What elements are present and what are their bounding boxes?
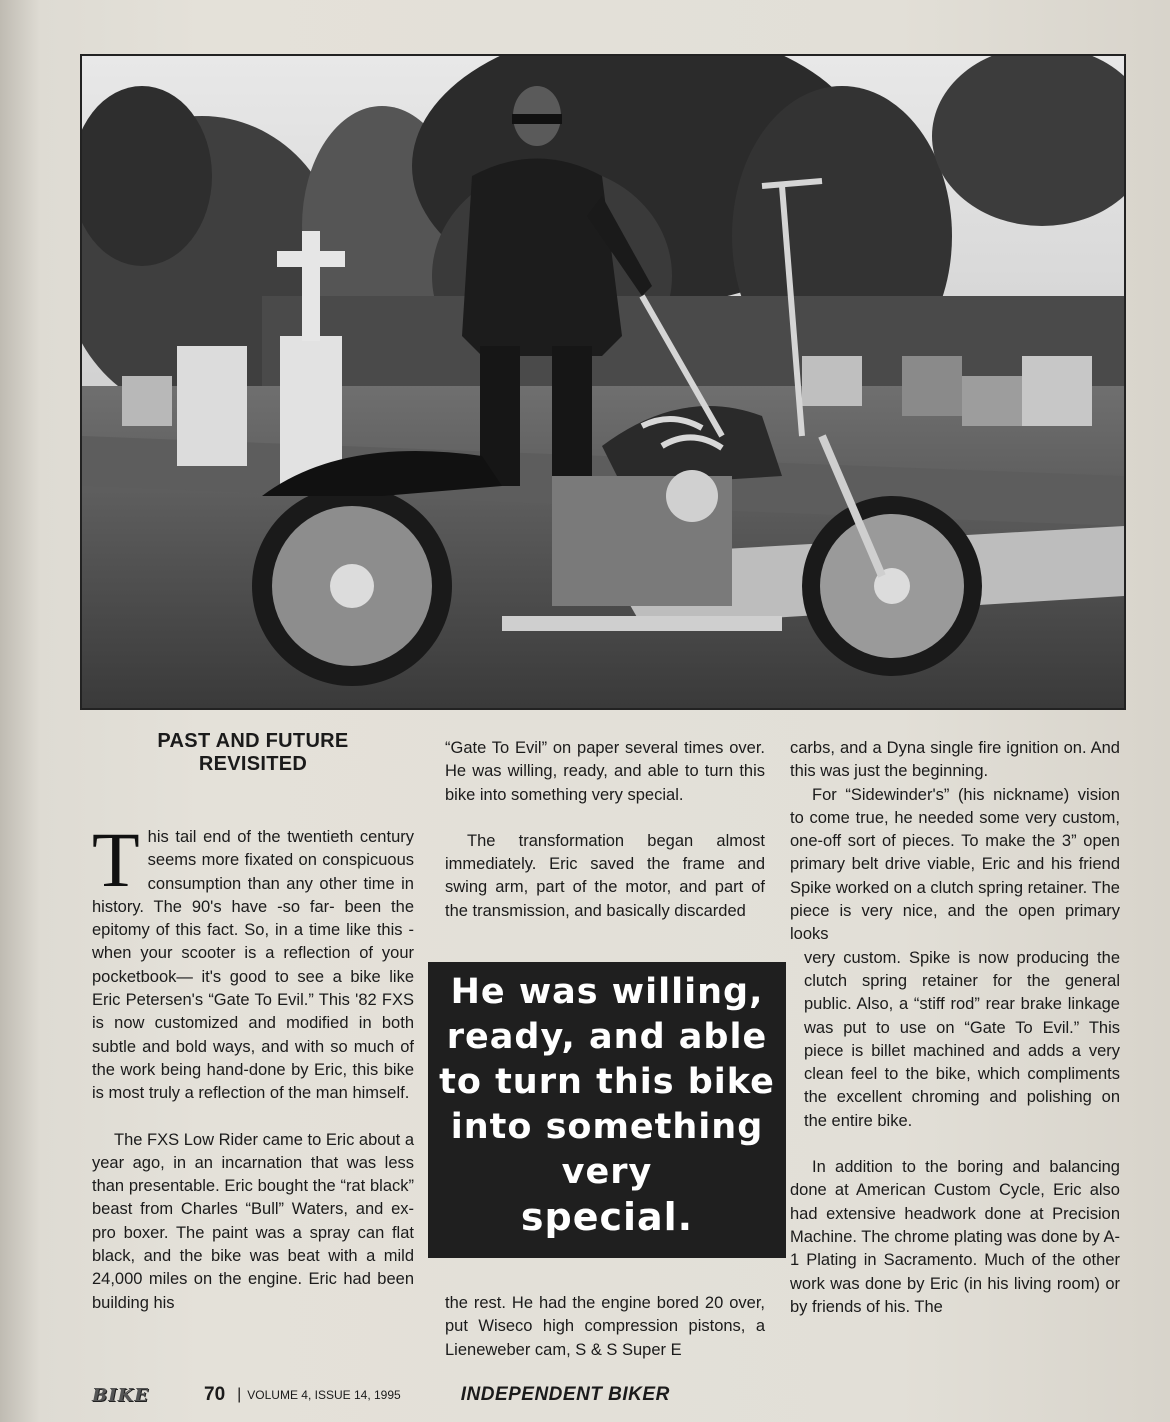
paragraph: This tail end of the twentieth century seems more fixated on conspicuous consumption than any other time in history. The 90's have -so far- been the epitomy of this fact. So, in a time like this -when your scooter is a reflection of your pocketbook— it's good to see a bike like Eric Petersen's “Gate To Evil.” This '82 FXS is now customized and modified in both subtle and bold ways, and with so much of the work being hand-done by Eric, this bike is most truly a reflection of the man himself. (92, 816, 414, 1103)
article-headline: PAST AND FUTURE REVISITED (157, 730, 349, 775)
paragraph: “Gate To Evil” on paper several times over. He was willing, ready, and able to turn this bike into something very special. (445, 739, 765, 804)
bike-logo: BIKE (92, 1384, 149, 1406)
text-column-1 (92, 730, 414, 1315)
paragraph: For “Sidewinder's” (his nickname) vision to come true, he needed some very custom, one-off sort of pieces. To make the 3” open primary belt drive viable, Eric and his friend Spike worked on a clutch spring retainer. The piece is very nice, and the open primary looks (790, 785, 1120, 944)
paragraph: The transformation began almost immediately. Eric saved the frame and swing arm, part of the motor, and part of the transmission, and basically discarded (445, 831, 765, 920)
text-column-2-top (445, 737, 765, 923)
drop-cap: T (92, 816, 140, 903)
text-column-3 (790, 737, 1120, 1319)
paragraph: very custom. Spike is now producing the clutch spring retainer for the general public. Also, a “stiff rod” rear brake linkage was put to use on “Gate To Evil.” This piece is billet machined and adds a very clean feel to the bike, which compliments the excellent chroming and polishing on the entire bike. (804, 948, 1120, 1130)
paragraph: carbs, and a Dyna single fire ignition on. And this was just the beginning. (790, 739, 1120, 781)
footer-separator: | (237, 1386, 242, 1403)
page-number: 70 (204, 1384, 226, 1405)
article-photo (80, 54, 1126, 710)
text-column-2-bottom (445, 1292, 765, 1362)
paragraph: In addition to the boring and balancing done at American Custom Cycle, Eric also had extensive headwork done at Precision Machine. The chrome plating was done by A-1 Plating in Sacramento. Much of the other work was done by Eric (in his living room) or by friends of his. The (790, 1158, 1120, 1316)
magazine-name: INDEPENDENT BIKER (460, 1384, 670, 1405)
paragraph: the rest. He had the engine bored 20 over, put Wiseco high compression pistons, a Lieneweber cam, S & S Super E (445, 1294, 765, 1359)
pull-quote: He was willing, ready, and able to turn this bike into something very special. (428, 962, 786, 1258)
page-footer (92, 1380, 692, 1410)
paragraph: The FXS Low Rider came to Eric about a year ago, in an incarnation that was less than presentable. Eric bought the “rat black” beast from Charles “Bull” Waters, and ex-pro boxer. The paint was a spray can flat black, and the bike was beat with a mild 24,000 miles on the engine. Eric had been building his (92, 1130, 414, 1312)
issue-info: VOLUME 4, ISSUE 14, 1995 (247, 1388, 401, 1402)
